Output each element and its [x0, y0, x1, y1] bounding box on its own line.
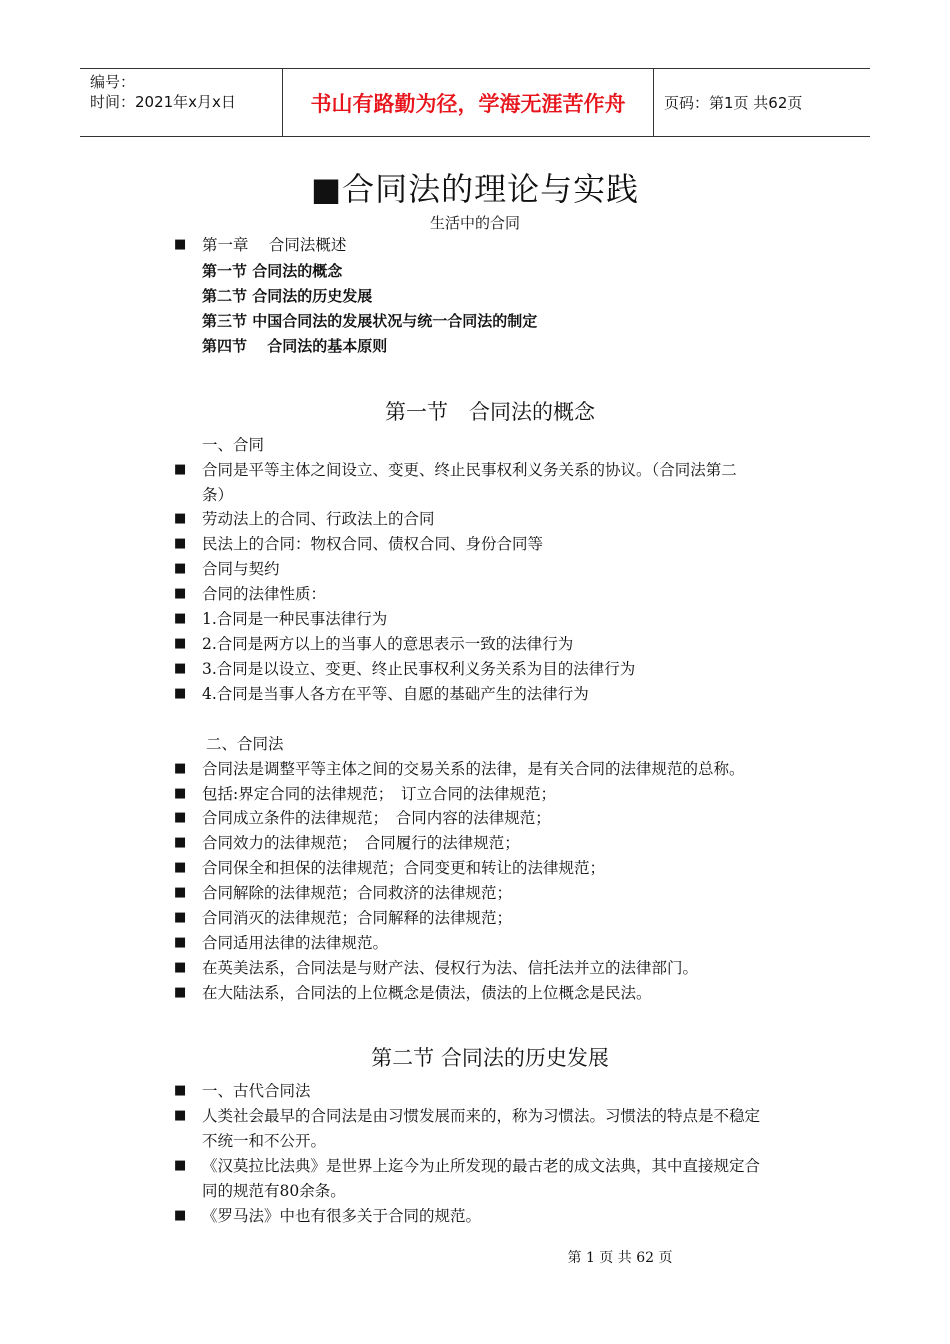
list-item: 1.合同是一种民事法律行为: [202, 610, 388, 628]
list-item: 合同消灭的法律规范；合同解释的法律规范；: [202, 909, 513, 927]
bullet-icon: ■: [174, 860, 187, 875]
header-page-cell: [654, 69, 870, 136]
bullet-icon: ■: [174, 885, 187, 900]
list-item: 不统一和不公开。: [202, 1132, 327, 1150]
list-item: 条）: [202, 486, 234, 504]
list-item: 合同解除的法律规范；合同救济的法律规范；: [202, 884, 513, 902]
list-item: 合同保全和担保的法律规范；合同变更和转让的法律规范；: [202, 859, 606, 877]
bullet-icon: ■: [174, 586, 187, 601]
list-item: 合同法是调整平等主体之间的交易关系的法律，是有关合同的法律规范的总称。: [202, 760, 745, 778]
bullet-icon: ■: [174, 561, 187, 576]
list-item: 在英美法系，合同法是与财产法、侵权行为法、信托法并立的法律部门。: [202, 959, 699, 977]
header-motto-cell: [282, 69, 654, 136]
bullet-icon: ■: [174, 661, 187, 676]
section2-heading: 第二节 合同法的历史发展: [371, 1046, 609, 1070]
page-info: 页码：第1页 共62页: [664, 94, 803, 112]
list-item: 合同是平等主体之间设立、变更、终止民事权利义务关系的协议。（合同法第二: [202, 461, 737, 479]
list-item: 同的规范有80余条。: [202, 1182, 346, 1200]
list-item: 2.合同是两方以上的当事人的意思表示一致的法律行为: [202, 635, 574, 653]
list-item: 合同的法律性质：: [202, 585, 327, 603]
document-title: ■合同法的理论与实践: [310, 170, 640, 208]
list-item: 合同适用法律的法律规范。: [202, 934, 389, 952]
motto-text: 书山有路勤为径，学海无涯苦作舟: [310, 91, 626, 116]
list-item: 在大陆法系，合同法的上位概念是债法，债法的上位概念是民法。: [202, 984, 652, 1002]
toc-item: 第二节 合同法的历史发展: [202, 287, 373, 305]
document-subtitle: 生活中的合同: [429, 214, 520, 232]
list-item: 一、古代合同法: [202, 1082, 311, 1100]
list-item: 民法上的合同：物权合同、债权合同、身份合同等: [202, 535, 544, 553]
header-table: [80, 68, 870, 137]
bullet-icon: ■: [174, 636, 187, 651]
header-meta-cell: [80, 69, 282, 136]
list-item: 合同效力的法律规范； 合同履行的法律规范；: [202, 834, 520, 852]
toc-item: 第四节 合同法的基本原则: [202, 337, 388, 355]
bullet-icon: ■: [174, 536, 187, 551]
list-item: 3.合同是以设立、变更、终止民事权利义务关系为目的法律行为: [202, 660, 636, 678]
bullet-icon: ■: [174, 935, 187, 950]
toc-item: 第三节 中国合同法的发展状况与统一合同法的制定: [202, 312, 538, 330]
section1-heading: 第一节 合同法的概念: [385, 400, 595, 424]
list-item: 包括:界定合同的法律规范； 订立合同的法律规范；: [202, 785, 556, 803]
bullet-icon: ■: [174, 1083, 187, 1098]
bullet-icon: ■: [174, 1158, 187, 1173]
list-item: 人类社会最早的合同法是由习惯发展而来的，称为习惯法。习惯法的特点是不稳定: [202, 1107, 761, 1125]
part2-heading: 二、合同法: [206, 735, 284, 753]
bullet-icon: ■: [174, 511, 187, 526]
bullet-icon: ■: [174, 1208, 187, 1223]
bullet-icon: ■: [174, 237, 187, 252]
code-label: 编号：: [90, 73, 136, 91]
list-item: 合同与契约: [202, 560, 280, 578]
bullet-icon: ■: [174, 1108, 187, 1123]
bullet-icon: ■: [174, 611, 187, 626]
toc-chapter: 第一章 合同法概述: [202, 236, 347, 254]
bullet-icon: ■: [174, 786, 187, 801]
bullet-icon: ■: [174, 985, 187, 1000]
list-item: 合同成立条件的法律规范； 合同内容的法律规范；: [202, 809, 551, 827]
bullet-icon: ■: [174, 810, 187, 825]
bullet-icon: ■: [174, 910, 187, 925]
bullet-icon: ■: [174, 835, 187, 850]
bullet-icon: ■: [174, 462, 187, 477]
bullet-icon: ■: [174, 761, 187, 776]
bullet-icon: ■: [174, 960, 187, 975]
list-item: 《罗马法》中也有很多关于合同的规范。: [202, 1207, 482, 1225]
page-footer: 第 1 页 共 62 页: [567, 1250, 673, 1266]
bullet-icon: ■: [174, 686, 187, 701]
list-item: 4.合同是当事人各方在平等、自愿的基础产生的法律行为: [202, 685, 589, 703]
toc-item: 第一节 合同法的概念: [202, 262, 343, 280]
list-item: 劳动法上的合同、行政法上的合同: [202, 510, 435, 528]
date-line: 时间：2021年x月x日: [90, 93, 236, 111]
part1-heading: 一、合同: [202, 436, 265, 454]
list-item: 《汉莫拉比法典》是世界上迄今为止所发现的最古老的成文法典，其中直接规定合: [202, 1157, 761, 1175]
